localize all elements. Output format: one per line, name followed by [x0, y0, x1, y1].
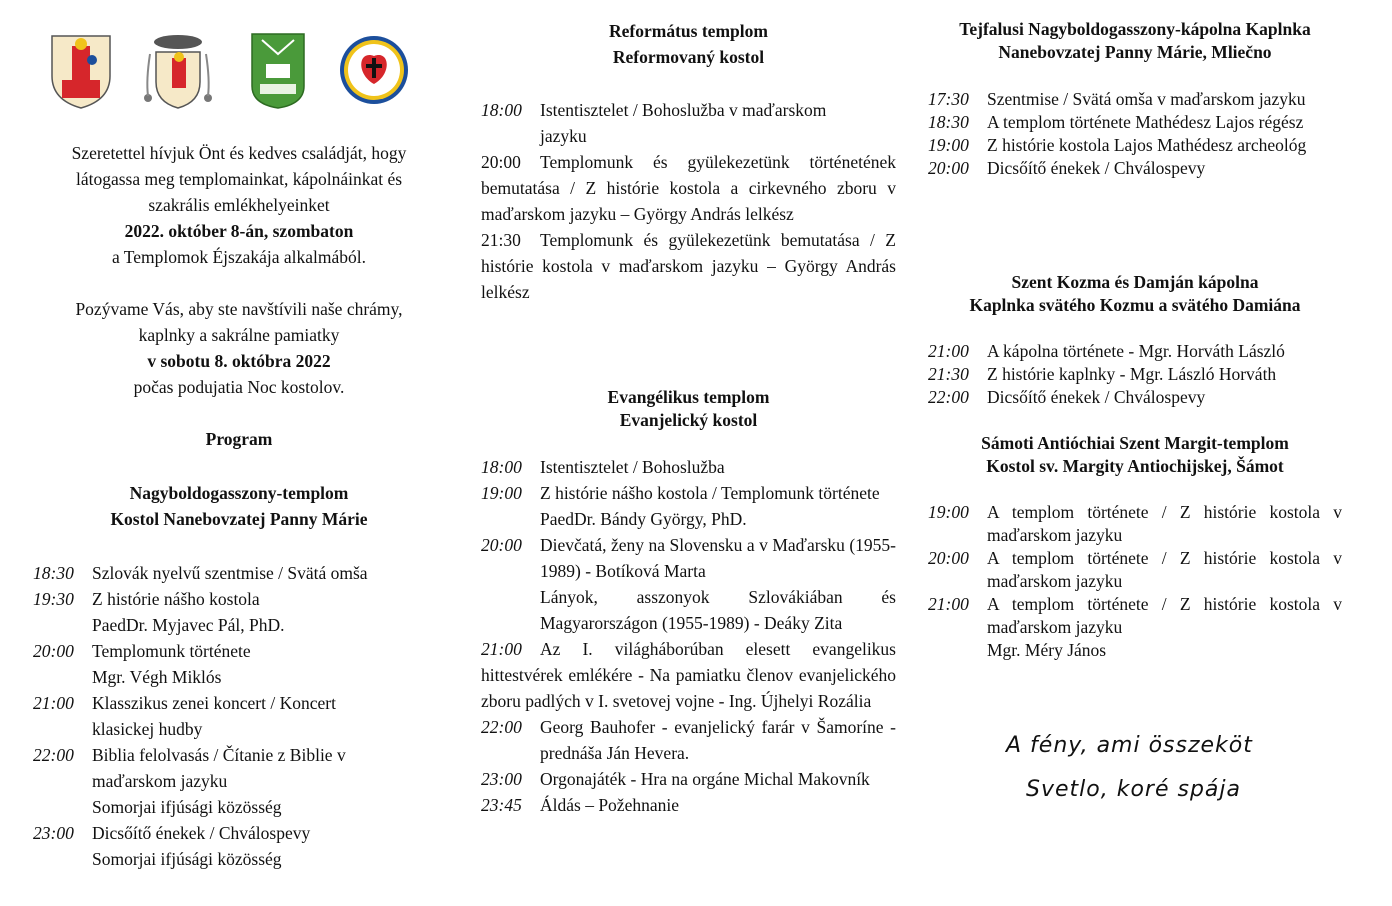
program-time: 20:00 [928, 548, 969, 568]
reformed-church-logo [248, 30, 314, 110]
church-1-hu-name: Nagyboldogasszony-templom [129, 483, 349, 503]
church-4-heading [928, 18, 1342, 64]
program-desc: Szentmise / Svätá omša v maďarskom jazyku [987, 89, 1306, 109]
church-4-sk-name: Nanebovzatej Panny Márie, Mliečno [998, 42, 1272, 62]
program-row [928, 340, 1342, 363]
program-desc: Templomunk és gyülekezetünk bemutatása / Z histórie kostola v maďarskom jazyku – György András lelkész [481, 230, 896, 302]
invitation-hu-line: látogassa meg templomainkat, kápolnáinkat és [75, 169, 403, 189]
program-row [928, 134, 1342, 157]
church-3-hu-name: Evangélikus templom [607, 387, 770, 407]
program-time: 23:00 [33, 823, 74, 843]
church-4-hu-name: Tejfalusi Nagyboldogasszony-kápolna Kaplnka [959, 19, 1311, 39]
church-2-hu-name: Református templom [609, 21, 768, 41]
program-time: 21:00 [481, 639, 522, 659]
program-speaker: Somorjai ifjúsági közösség [92, 797, 282, 817]
program-speaker: PaedDr. Bándy György, PhD. [540, 509, 747, 529]
motto-hu: A fény, ami összeköt [1006, 733, 1253, 758]
program-desc: Dicsőítő énekek / Chválospevy [92, 823, 311, 843]
program-desc: Áldás – Požehnanie [540, 795, 679, 815]
program-row [928, 593, 1342, 662]
program-row [481, 480, 896, 532]
program-row [928, 386, 1342, 409]
program-row [481, 792, 896, 818]
church-2-sk-name: Reformovaný kostol [612, 47, 765, 67]
program-title: Program [205, 429, 273, 449]
coat-of-arms-logo [48, 30, 114, 110]
program-row [481, 149, 896, 227]
program-time: 21:30 [928, 364, 969, 384]
program-row [928, 157, 1342, 180]
program-row [481, 454, 896, 480]
program-desc: Klasszikus zenei koncert / Koncert klasickej hudby [92, 693, 336, 739]
program-row [33, 742, 423, 820]
program-time: 19:00 [928, 502, 969, 522]
program-time: 22:00 [481, 717, 522, 737]
church-6-program [928, 501, 1342, 662]
church-3-sk-name: Evanjelický kostol [619, 410, 758, 430]
church-5-hu-name: Szent Kozma és Damján kápolna [1011, 272, 1259, 292]
invitation-hu-date: 2022. október 8-án, szombaton [124, 221, 354, 241]
program-time: 21:00 [33, 693, 74, 713]
program-desc: A templom története / Z histórie kostola v maďarskom jazyku [987, 502, 1342, 545]
program-desc: A templom története / Z histórie kostola v maďarskom jazyku [987, 548, 1342, 591]
program-row [33, 586, 423, 638]
church-1-heading [33, 480, 445, 532]
invitation-sk-line: kaplnky a sakrálne pamiatky [138, 325, 340, 345]
program-desc: Templomunk története [92, 641, 251, 661]
invitation-text [33, 140, 445, 452]
program-desc: A kápolna története - Mgr. Horváth László [987, 341, 1285, 361]
program-desc: Biblia felolvasás / Čítanie z Biblie v maďarskom jazyku [92, 745, 346, 791]
parish-coat-of-arms-logo [142, 30, 214, 110]
program-row [928, 501, 1342, 547]
program-speaker: Mgr. Méry János [987, 640, 1107, 660]
program-row [481, 636, 896, 714]
program-row [928, 111, 1342, 134]
program-desc: Dicsőítő énekek / Chválospevy [987, 158, 1206, 178]
program-desc: Templomunk és gyülekezetünk történetének bemutatása / Z histórie kostola a cirkevného zboru v maďarskom jazyku – György András lelkész [481, 152, 896, 224]
luther-rose-logo [338, 30, 404, 110]
program-time: 23:45 [481, 795, 522, 815]
program-time: 18:00 [481, 457, 522, 477]
program-time: 19:00 [928, 135, 969, 155]
church-1-sk-name: Kostol Nanebovzatej Panny Márie [110, 509, 368, 529]
program-desc: Orgonajáték - Hra na orgáne Michal Makovník [540, 769, 870, 789]
program-desc: Szlovák nyelvű szentmise / Svätá omša [92, 563, 368, 583]
motto-sk: Svetlo, koré spája [1026, 777, 1241, 802]
invitation-sk-line: Pozývame Vás, aby ste navštívili naše chrámy, [75, 299, 403, 319]
program-desc: Az I. világháborúban elesett evangelikus hittestvérek emlékére - Na pamiatku členov evanjelického zboru padlých v I. svetovej vojne - Ing. Újhelyi Rozália [481, 639, 896, 711]
program-time: 17:30 [928, 89, 969, 109]
program-row [928, 547, 1342, 593]
program-row [928, 363, 1342, 386]
invitation-hu-line: szakrális emlékhelyeinket [148, 195, 330, 215]
logo-row [48, 30, 418, 110]
program-time: 18:30 [33, 563, 74, 583]
program-time: 18:00 [481, 100, 522, 120]
church-3-program [481, 454, 896, 818]
program-desc: Istentisztelet / Bohoslužba [540, 457, 725, 477]
program-desc: Dicsőítő énekek / Chválospevy [987, 387, 1206, 407]
program-time: 22:00 [928, 387, 969, 407]
program-time: 22:00 [33, 745, 74, 765]
program-desc: A templom története / Z histórie kostola v maďarskom jazyku [987, 594, 1342, 637]
church-6-hu-name: Sámoti Antióchiai Szent Margit-templom [981, 433, 1289, 453]
church-3-heading [481, 384, 896, 430]
program-time: 23:00 [481, 769, 522, 789]
church-5-heading [928, 271, 1342, 317]
church-2-program [481, 97, 896, 305]
program-desc: A templom története Mathédesz Lajos régész [987, 112, 1304, 132]
church-6-sk-name: Kostol sv. Margity Antiochijskej, Šámot [986, 456, 1284, 476]
invitation-sk-line: počas podujatia Noc kostolov. [133, 377, 345, 397]
program-row [33, 690, 423, 742]
program-row [481, 714, 896, 766]
program-time: 20:00 [33, 641, 74, 661]
church-6-heading [928, 432, 1342, 478]
church-2-heading [481, 18, 896, 70]
program-row [481, 532, 896, 636]
church-1-program [33, 560, 423, 872]
program-row [33, 638, 423, 690]
invitation-sk-date: v sobotu 8. októbra 2022 [147, 351, 331, 371]
program-time: 18:30 [928, 112, 969, 132]
church-4-program [928, 88, 1342, 180]
program-desc: Z histórie nášho kostola [92, 589, 260, 609]
program-speaker: Somorjai ifjúsági közösség [92, 849, 282, 869]
program-speaker: PaedDr. Myjavec Pál, PhD. [92, 615, 285, 635]
program-time: 21:00 [928, 594, 969, 614]
program-row [481, 766, 896, 792]
invitation-hu-line: Szeretettel hívjuk Önt és kedves családját, hogy [71, 143, 407, 163]
program-time: 20:00 [928, 158, 969, 178]
program-time: 21:00 [928, 341, 969, 361]
program-desc: Z histórie kostola Lajos Mathédesz archeológ [987, 135, 1307, 155]
program-desc: Z histórie kaplnky - Mgr. László Horváth [987, 364, 1277, 384]
program-row [928, 88, 1342, 111]
program-time: 19:00 [481, 483, 522, 503]
invitation-hu-line: a Templomok Éjszakája alkalmából. [111, 247, 367, 267]
program-desc: Dievčatá, ženy na Slovensku a v Maďarsku (1955-1989) - Botíková Marta [540, 535, 896, 581]
program-desc: Istentisztelet / Bohoslužba v maďarskom jazyku [540, 100, 827, 146]
program-row [33, 820, 423, 872]
program-time: 19:30 [33, 589, 74, 609]
program-time: 20:00 [481, 535, 522, 555]
program-desc: Georg Bauhofer - evanjelický farár v Šamoríne - prednáša Ján Hevera. [540, 717, 896, 763]
program-time: 21:30 [481, 230, 521, 250]
program-row [481, 97, 896, 149]
church-5-sk-name: Kaplnka svätého Kozmu a svätého Damiána [969, 295, 1301, 315]
program-speaker: Lányok, asszonyok Szlovákiában és Magyarországon (1955-1989) - Deáky Zita [540, 587, 896, 633]
program-speaker: Mgr. Végh Miklós [92, 667, 222, 687]
program-row [33, 560, 423, 586]
program-row [481, 227, 896, 305]
church-5-program [928, 340, 1342, 409]
program-desc: Z histórie nášho kostola / Templomunk története [540, 483, 880, 503]
program-time: 20:00 [481, 152, 521, 172]
